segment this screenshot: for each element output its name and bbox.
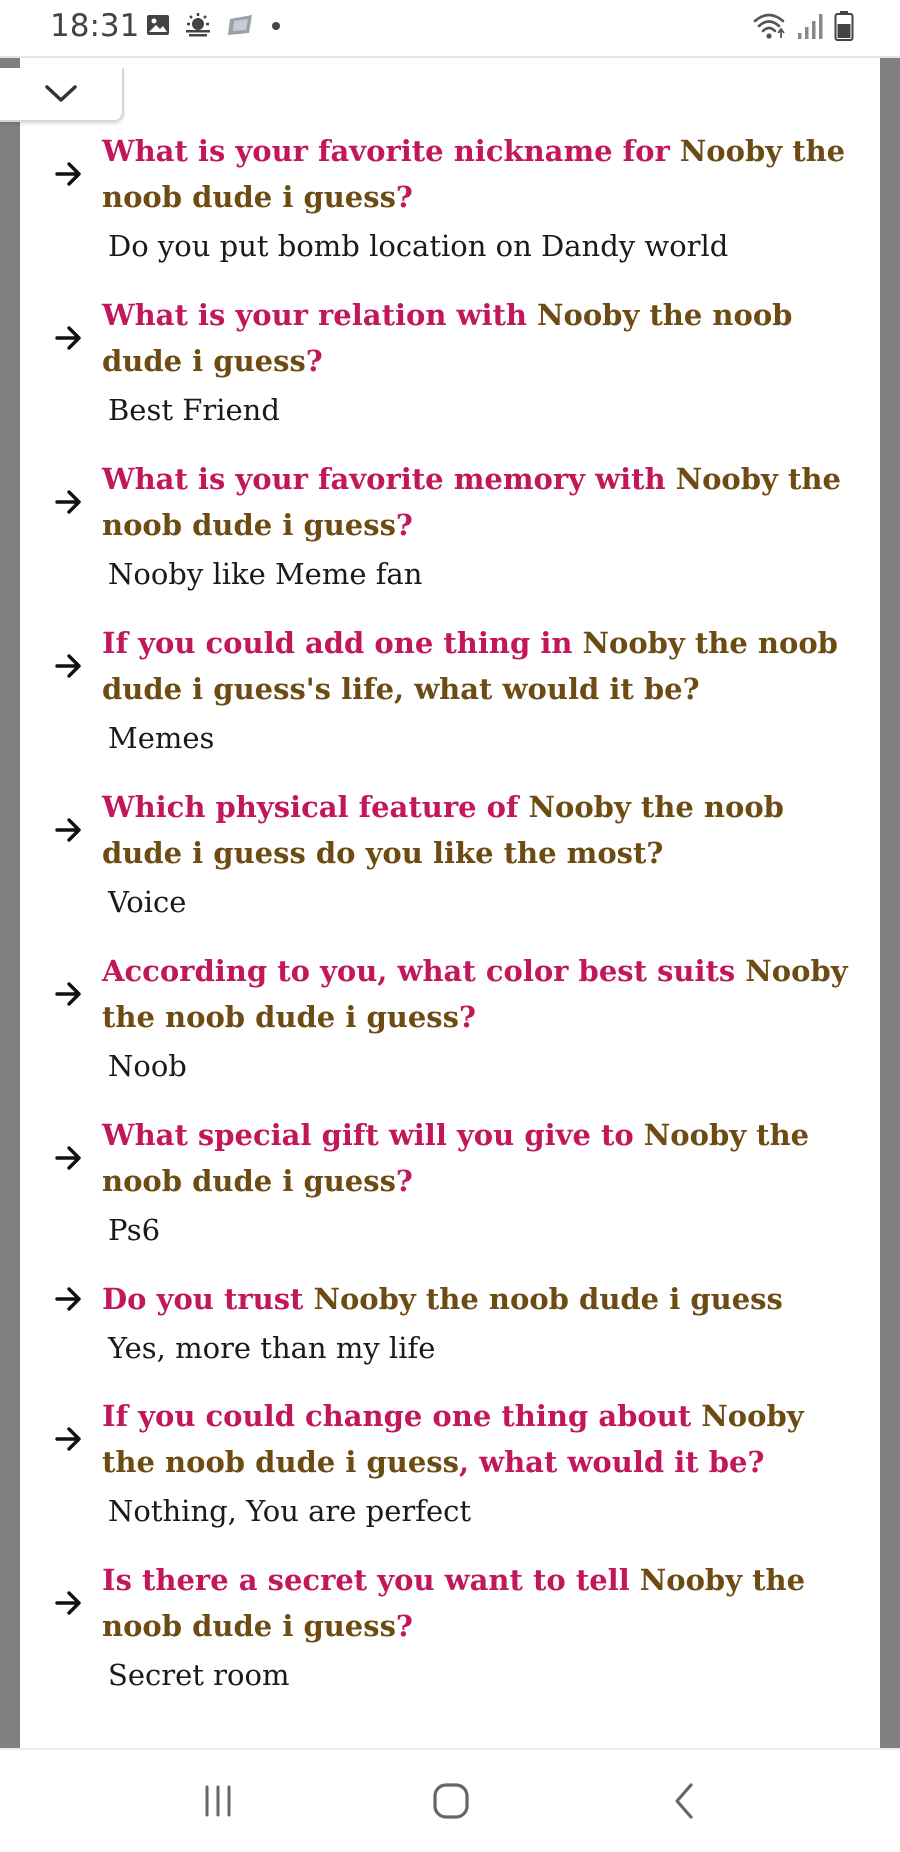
frame-left-bar (0, 58, 20, 1748)
arrow-right-icon (54, 159, 84, 189)
signal-icon (796, 11, 824, 45)
arrow-right-icon (54, 979, 84, 1009)
question-prefix: What is your relation with (102, 298, 527, 332)
question-text (20, 1112, 880, 1204)
status-icons-right (752, 10, 854, 46)
image-icon (146, 13, 170, 41)
arrow-right-icon (54, 487, 84, 517)
arrow-right-icon (54, 323, 84, 353)
question-suffix: ? (395, 1609, 413, 1643)
question-suffix: ? (395, 180, 413, 214)
answer-text: Nooby like Meme fan (108, 557, 423, 591)
question-suffix: ? (458, 1000, 476, 1034)
question-prefix: What is your favorite memory with (102, 462, 666, 496)
qa-item (20, 1112, 880, 1250)
question-text (20, 1276, 880, 1322)
question-suffix: ? (395, 1164, 413, 1198)
answer-text: Yes, more than my life (108, 1331, 436, 1365)
home-button[interactable] (421, 1776, 481, 1826)
qa-item (20, 620, 880, 758)
dot-icon (270, 13, 282, 41)
answer-text: Best Friend (108, 393, 280, 427)
arrow-right-icon (54, 1588, 84, 1618)
arrow-right-icon (54, 815, 84, 845)
question-text (20, 456, 880, 548)
qa-item (20, 1276, 880, 1368)
weather-icon (184, 13, 212, 41)
person-name: Nooby the noob dude i guess (102, 1399, 804, 1479)
question-text (20, 948, 880, 1040)
question-prefix: What is your favorite nickname for (102, 134, 670, 168)
qa-item (20, 128, 880, 266)
question-prefix: What special gift will you give to (102, 1118, 634, 1152)
arrow-right-icon (54, 1143, 84, 1173)
question-prefix: According to you, what color best suits (102, 954, 736, 988)
question-suffix: do you like the most? (305, 836, 664, 870)
person-name: Nooby the noob dude i guess (313, 1282, 783, 1316)
question-text (20, 1393, 880, 1485)
person-name: Nooby the noob dude i guess (102, 790, 784, 870)
answer-text: Ps6 (108, 1213, 161, 1247)
answer-text: Do you put bomb location on Dandy world (108, 229, 729, 263)
question-text (20, 620, 880, 712)
answer-text: Voice (108, 885, 187, 919)
person-name: Nooby the noob dude i guess (102, 298, 793, 378)
home-icon (429, 1779, 473, 1823)
arrow-right-icon (54, 651, 84, 681)
person-name: Nooby the noob dude i guess (102, 954, 848, 1034)
question-text (20, 784, 880, 876)
answer-text: Nothing, You are perfect (108, 1494, 472, 1528)
question-prefix: If you could add one thing in (102, 626, 573, 660)
back-button[interactable] (655, 1776, 715, 1826)
question-text (20, 128, 880, 220)
recent-apps-icon (198, 1781, 238, 1821)
status-bar (0, 0, 900, 58)
person-name: Nooby the noob dude i guess's life, what would it be? (102, 626, 838, 706)
recent-apps-button[interactable] (188, 1776, 248, 1826)
question-text (20, 1557, 880, 1649)
qa-item (20, 1557, 880, 1695)
navigation-bar (0, 1748, 900, 1852)
qa-content[interactable] (20, 58, 880, 1748)
status-icons-left (146, 13, 282, 41)
status-time: 18:31 (50, 8, 140, 44)
answer-text: Memes (108, 721, 215, 755)
shield-icon (226, 13, 256, 41)
qa-item (20, 784, 880, 922)
question-prefix: Is there a secret you want to tell (102, 1563, 630, 1597)
back-icon (665, 1781, 705, 1821)
qa-item (20, 948, 880, 1086)
person-name: Nooby the noob dude i guess (102, 134, 846, 214)
answer-text: Noob (108, 1049, 187, 1083)
question-suffix: , what would it be? (458, 1445, 765, 1479)
wifi-icon (752, 11, 786, 45)
question-prefix: If you could change one thing about (102, 1399, 692, 1433)
question-suffix: ? (395, 508, 413, 542)
question-prefix: Which physical feature of (102, 790, 519, 824)
person-name: Nooby the noob dude i guess (102, 1563, 806, 1643)
arrow-right-icon (54, 1424, 84, 1454)
person-name: Nooby the noob dude i guess (102, 462, 841, 542)
person-name: Nooby the noob dude i guess (102, 1118, 810, 1198)
question-text (20, 292, 880, 384)
battery-icon (834, 10, 854, 46)
qa-item (20, 292, 880, 430)
arrow-right-icon (54, 1284, 84, 1314)
qa-item (20, 1393, 880, 1531)
chevron-down-icon (43, 83, 79, 105)
qa-item (20, 456, 880, 594)
question-prefix: Do you trust (102, 1282, 304, 1316)
question-suffix: ? (305, 344, 323, 378)
answer-text: Secret room (108, 1658, 290, 1692)
frame-right-bar (880, 58, 900, 1748)
collapse-button[interactable] (0, 68, 124, 122)
